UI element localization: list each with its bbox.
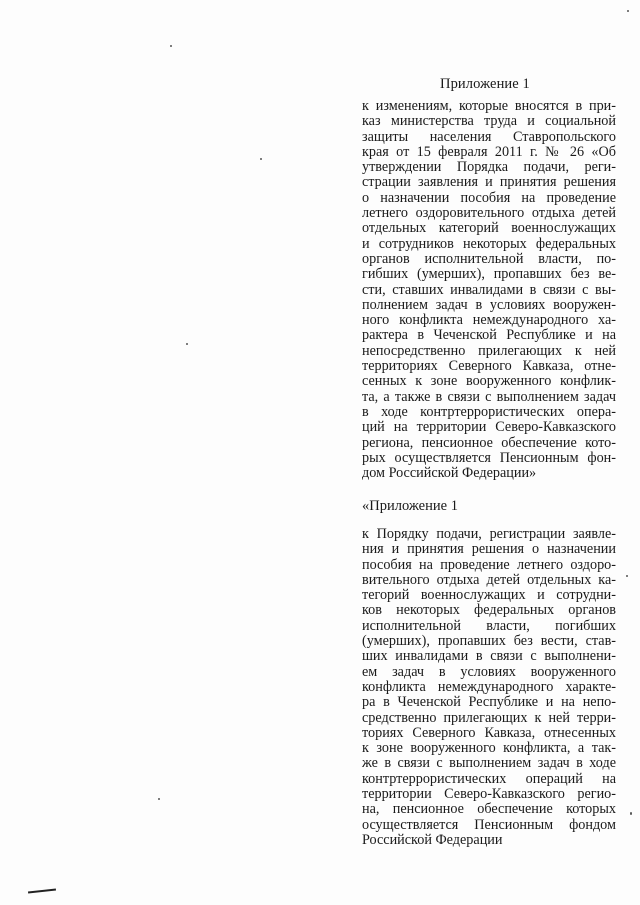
- text-line: непосредственно прилегающих к ней: [362, 342, 616, 359]
- text-line: конфликта немеждународного характе-: [362, 678, 616, 695]
- text-line: исполнительной власти, погибших: [362, 617, 616, 634]
- text-line: тегорий военнослужащих и сотрудни-: [362, 587, 616, 604]
- scan-speck: [627, 10, 629, 12]
- scan-mark: [28, 889, 56, 894]
- text-line: территории Северо-Кавказского регио-: [362, 786, 616, 803]
- text-line: средственно прилегающих к ней терри-: [362, 709, 616, 726]
- text-line: ем задач в условиях вооруженного: [362, 663, 616, 680]
- text-line: ших инвалидами в связи с выполнени-: [362, 648, 616, 665]
- scan-speck: [158, 798, 160, 800]
- text-line: защиты населения Ставропольского: [362, 128, 616, 145]
- text-line: сти, ставших инвалидами в связи с вы-: [362, 281, 616, 298]
- text-line: вительного отдыха детей отдельных ка-: [362, 571, 616, 588]
- appendix-top-text: [362, 99, 616, 481]
- text-line: осуществляется Пенсионным фондом: [362, 816, 616, 833]
- text-line: сенных к зоне вооруженного конфлик-: [362, 373, 616, 390]
- text-line: гибших (умерших), пропавших без ве-: [362, 266, 616, 283]
- text-line: региона, пенсионное обеспечение кото-: [362, 434, 616, 451]
- appendix-bottom-text: [362, 527, 616, 848]
- scan-speck: [630, 812, 632, 815]
- text-line: к изменениям, которые вносятся в при-: [362, 98, 616, 114]
- text-line: на, пенсионное обеспечение которых: [362, 801, 616, 818]
- text-line: (умерших), пропавших без вести, став-: [362, 633, 616, 650]
- text-line: к Порядку подачи, регистрации заявле-: [362, 526, 616, 542]
- appendix-top-title: Приложение 1: [440, 76, 530, 92]
- text-line: территориях Северного Кавказа, отне-: [362, 358, 616, 375]
- scan-speck: [170, 45, 172, 47]
- scan-speck: [260, 158, 262, 160]
- text-line: утверждении Порядка подачи, реги-: [362, 159, 616, 176]
- text-line: Российской Федерации: [362, 831, 503, 848]
- text-line: органов исполнительной власти, по-: [362, 250, 616, 267]
- scan-speck: [626, 575, 628, 577]
- text-line: и сотрудников некоторых федеральных: [362, 235, 616, 252]
- text-line: ного конфликта немеждународного ха-: [362, 312, 616, 329]
- text-line: края от 15 февраля 2011 г. № 26 «Об: [362, 143, 616, 160]
- text-line: летнего оздоровительного отдыха детей: [362, 205, 616, 222]
- text-line: же в связи с выполнением задач в ходе: [362, 755, 616, 772]
- text-line: дом Российской Федерации»: [362, 465, 537, 482]
- text-line: ра в Чеченской Республике и на непо-: [362, 694, 616, 711]
- text-line: ториях Северного Кавказа, отнесенных: [362, 724, 616, 741]
- text-line: рых осуществляется Пенсионным фон-: [362, 449, 616, 466]
- text-line: к зоне вооруженного конфликта, а так-: [362, 740, 616, 757]
- text-line: пособия на проведение летнего оздоро-: [362, 556, 616, 573]
- text-line: ния и принятия решения о назначении: [362, 541, 616, 558]
- text-line: та, а также в связи с выполнением задач: [362, 388, 616, 405]
- appendix-bottom-title: «Приложение 1: [362, 498, 458, 514]
- text-line: каз министерства труда и социальной: [362, 113, 616, 130]
- text-line: ков некоторых федеральных органов: [362, 602, 616, 619]
- scan-speck: [186, 343, 188, 345]
- text-line: о назначении пособия на проведение: [362, 189, 616, 206]
- text-line: в ходе контртеррористических опера-: [362, 403, 616, 420]
- text-line: рактера в Чеченской Республике и на: [362, 327, 616, 344]
- text-line: ций на территории Северо-Кавказского: [362, 419, 616, 436]
- text-line: контртеррористических операций на: [362, 770, 616, 787]
- text-line: полнением задач в условиях вооружен-: [362, 296, 616, 313]
- text-line: страции заявления и принятия решения: [362, 174, 616, 191]
- text-line: отдельных категорий военнослужащих: [362, 220, 616, 237]
